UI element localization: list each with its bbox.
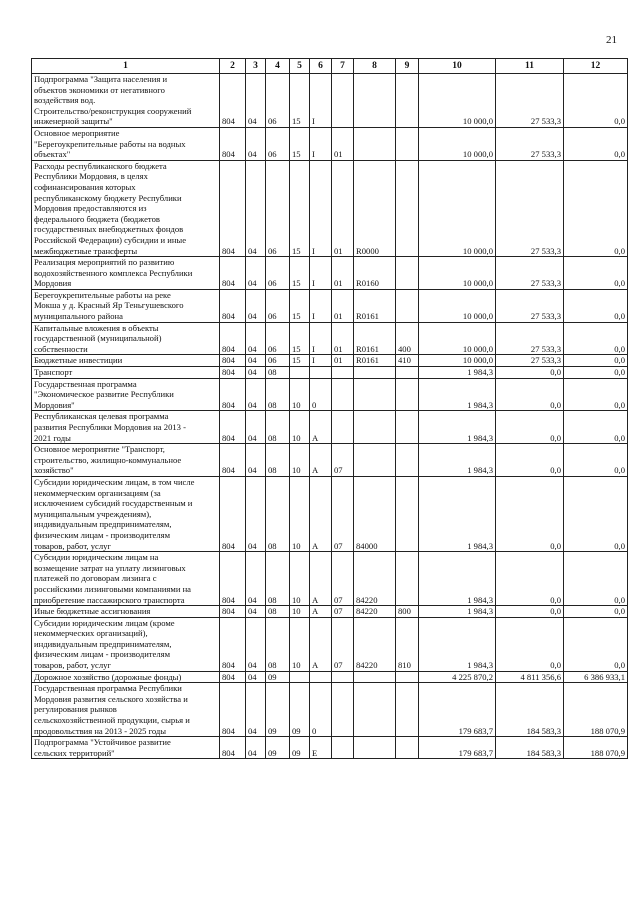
group-code-cell: 08 bbox=[266, 617, 290, 671]
expense-type-code-cell bbox=[396, 378, 419, 411]
table-row bbox=[32, 127, 628, 160]
subprogram-code-cell: Е bbox=[310, 737, 332, 759]
row-name-cell: Дорожное хозяйство (дорожные фонды) bbox=[32, 671, 220, 683]
subprogram-code-cell: А bbox=[310, 552, 332, 606]
subsection-code-cell: 04 bbox=[246, 257, 266, 290]
subprogram-code-cell: I bbox=[310, 74, 332, 128]
column-header: 8 bbox=[354, 59, 396, 74]
group-code-cell: 08 bbox=[266, 378, 290, 411]
column-header: 10 bbox=[419, 59, 496, 74]
column-header: 6 bbox=[310, 59, 332, 74]
program-code-cell: 10 bbox=[290, 476, 310, 551]
table-row bbox=[32, 411, 628, 444]
direction-code-cell: 84220 bbox=[354, 606, 396, 618]
amount-col12-cell: 0,0 bbox=[564, 378, 628, 411]
table-row bbox=[32, 737, 628, 759]
amount-col12-cell: 0,0 bbox=[564, 322, 628, 355]
amount-col11-cell: 27 533,3 bbox=[496, 160, 564, 256]
subprogram-code-cell: I bbox=[310, 160, 332, 256]
subprogram-code-cell bbox=[310, 367, 332, 379]
amount-col11-cell: 0,0 bbox=[496, 606, 564, 618]
subsection-code-cell: 04 bbox=[246, 671, 266, 683]
section-code-cell: 804 bbox=[220, 737, 246, 759]
program-code-cell: 10 bbox=[290, 617, 310, 671]
amount-col11-cell: 0,0 bbox=[496, 411, 564, 444]
column-header: 2 bbox=[220, 59, 246, 74]
program-code-cell: 15 bbox=[290, 74, 310, 128]
section-code-cell: 804 bbox=[220, 378, 246, 411]
section-code-cell: 804 bbox=[220, 606, 246, 618]
amount-col12-cell: 0,0 bbox=[564, 552, 628, 606]
table-row bbox=[32, 617, 628, 671]
direction-code-cell: 84220 bbox=[354, 552, 396, 606]
program-code-cell: 10 bbox=[290, 444, 310, 477]
amount-col11-cell: 27 533,3 bbox=[496, 257, 564, 290]
row-name-cell: Расходы республиканского бюджета Республики Мордовия, в целях софинансирования которых республиканскому бюджету Республики Мордовия предоставляются из федерального бюджета (бюджетов государственных внебюджетных фондов Российской Федерации) субсидии и иные межбюджетные трансферты bbox=[32, 160, 220, 256]
measure-code-cell bbox=[332, 671, 354, 683]
amount-col10-cell: 179 683,7 bbox=[419, 737, 496, 759]
group-code-cell: 08 bbox=[266, 552, 290, 606]
amount-col11-cell: 184 583,3 bbox=[496, 683, 564, 737]
row-name-cell: Субсидии юридическим лицам, в том числе некоммерческим организациям (за исключением субсидий государственным и муниципальным учреждениям), индивидуальным предпринимателям, физическим лицам - производителям товаров, работ, услуг bbox=[32, 476, 220, 551]
subprogram-code-cell: А bbox=[310, 444, 332, 477]
table-row bbox=[32, 683, 628, 737]
program-code-cell: 15 bbox=[290, 322, 310, 355]
measure-code-cell bbox=[332, 737, 354, 759]
amount-col11-cell: 27 533,3 bbox=[496, 355, 564, 367]
table-row bbox=[32, 160, 628, 256]
column-header: 11 bbox=[496, 59, 564, 74]
amount-col12-cell: 0,0 bbox=[564, 127, 628, 160]
amount-col10-cell: 10 000,0 bbox=[419, 160, 496, 256]
group-code-cell: 08 bbox=[266, 367, 290, 379]
expense-type-code-cell bbox=[396, 737, 419, 759]
amount-col10-cell: 10 000,0 bbox=[419, 289, 496, 322]
program-code-cell: 15 bbox=[290, 289, 310, 322]
row-name-cell: Берегоукрепительные работы на реке Мокша у д. Красный Яр Теньгушевского муниципального района bbox=[32, 289, 220, 322]
program-code-cell: 10 bbox=[290, 606, 310, 618]
program-code-cell: 15 bbox=[290, 127, 310, 160]
amount-col12-cell: 0,0 bbox=[564, 74, 628, 128]
program-code-cell: 09 bbox=[290, 683, 310, 737]
direction-code-cell bbox=[354, 74, 396, 128]
amount-col12-cell: 0,0 bbox=[564, 160, 628, 256]
amount-col12-cell: 0,0 bbox=[564, 606, 628, 618]
amount-col12-cell: 0,0 bbox=[564, 444, 628, 477]
direction-code-cell: R0161 bbox=[354, 322, 396, 355]
table-row bbox=[32, 74, 628, 128]
measure-code-cell: 07 bbox=[332, 552, 354, 606]
amount-col10-cell: 1 984,3 bbox=[419, 552, 496, 606]
row-name-cell: Капитальные вложения в объекты государственной (муниципальной) собственности bbox=[32, 322, 220, 355]
subsection-code-cell: 04 bbox=[246, 160, 266, 256]
group-code-cell: 06 bbox=[266, 74, 290, 128]
group-code-cell: 06 bbox=[266, 289, 290, 322]
expense-type-code-cell: 810 bbox=[396, 617, 419, 671]
section-code-cell: 804 bbox=[220, 671, 246, 683]
expense-type-code-cell bbox=[396, 289, 419, 322]
row-name-cell: Республиканская целевая программа развития Республики Мордовия на 2013 - 2021 годы bbox=[32, 411, 220, 444]
table-row bbox=[32, 367, 628, 379]
row-name-cell: Основное мероприятие "Берегоукрепительные работы на водных объектах" bbox=[32, 127, 220, 160]
subprogram-code-cell: А bbox=[310, 606, 332, 618]
amount-col10-cell: 1 984,3 bbox=[419, 617, 496, 671]
budget-table bbox=[31, 58, 628, 759]
program-code-cell: 10 bbox=[290, 552, 310, 606]
subprogram-code-cell: I bbox=[310, 322, 332, 355]
amount-col10-cell: 10 000,0 bbox=[419, 322, 496, 355]
direction-code-cell bbox=[354, 444, 396, 477]
section-code-cell: 804 bbox=[220, 617, 246, 671]
program-code-cell: 10 bbox=[290, 378, 310, 411]
amount-col10-cell: 1 984,3 bbox=[419, 411, 496, 444]
section-code-cell: 804 bbox=[220, 476, 246, 551]
direction-code-cell: 84000 bbox=[354, 476, 396, 551]
amount-col12-cell: 188 070,9 bbox=[564, 737, 628, 759]
subprogram-code-cell: А bbox=[310, 617, 332, 671]
program-code-cell bbox=[290, 367, 310, 379]
section-code-cell: 804 bbox=[220, 257, 246, 290]
subprogram-code-cell: I bbox=[310, 289, 332, 322]
table-header-row bbox=[32, 59, 628, 74]
measure-code-cell bbox=[332, 367, 354, 379]
amount-col10-cell: 10 000,0 bbox=[419, 127, 496, 160]
amount-col11-cell: 27 533,3 bbox=[496, 127, 564, 160]
subsection-code-cell: 04 bbox=[246, 683, 266, 737]
column-header: 1 bbox=[32, 59, 220, 74]
direction-code-cell: R0000 bbox=[354, 160, 396, 256]
subsection-code-cell: 04 bbox=[246, 617, 266, 671]
row-name-cell: Субсидии юридическим лицам (кроме некоммерческих организаций), индивидуальным предпринимателям, физическим лицам - производителям товаров, работ, услуг bbox=[32, 617, 220, 671]
section-code-cell: 804 bbox=[220, 355, 246, 367]
expense-type-code-cell: 400 bbox=[396, 322, 419, 355]
amount-col11-cell: 27 533,3 bbox=[496, 74, 564, 128]
amount-col11-cell: 184 583,3 bbox=[496, 737, 564, 759]
subsection-code-cell: 04 bbox=[246, 367, 266, 379]
table-row bbox=[32, 378, 628, 411]
expense-type-code-cell bbox=[396, 683, 419, 737]
program-code-cell: 15 bbox=[290, 355, 310, 367]
amount-col12-cell: 0,0 bbox=[564, 257, 628, 290]
table-row bbox=[32, 444, 628, 477]
amount-col10-cell: 1 984,3 bbox=[419, 378, 496, 411]
direction-code-cell bbox=[354, 737, 396, 759]
table-row bbox=[32, 476, 628, 551]
column-header: 3 bbox=[246, 59, 266, 74]
group-code-cell: 08 bbox=[266, 411, 290, 444]
direction-code-cell bbox=[354, 127, 396, 160]
section-code-cell: 804 bbox=[220, 160, 246, 256]
measure-code-cell: 07 bbox=[332, 444, 354, 477]
subsection-code-cell: 04 bbox=[246, 606, 266, 618]
column-header: 9 bbox=[396, 59, 419, 74]
amount-col12-cell: 0,0 bbox=[564, 617, 628, 671]
program-code-cell: 09 bbox=[290, 737, 310, 759]
section-code-cell: 804 bbox=[220, 367, 246, 379]
expense-type-code-cell: 410 bbox=[396, 355, 419, 367]
row-name-cell: Государственная программа "Экономическое развитие Республики Мордовия" bbox=[32, 378, 220, 411]
program-code-cell: 15 bbox=[290, 160, 310, 256]
group-code-cell: 06 bbox=[266, 322, 290, 355]
measure-code-cell: 07 bbox=[332, 606, 354, 618]
table-row bbox=[32, 289, 628, 322]
subprogram-code-cell: А bbox=[310, 411, 332, 444]
amount-col12-cell: 6 386 933,1 bbox=[564, 671, 628, 683]
row-name-cell: Иные бюджетные ассигнования bbox=[32, 606, 220, 618]
subprogram-code-cell: А bbox=[310, 476, 332, 551]
table-row bbox=[32, 552, 628, 606]
table-row bbox=[32, 606, 628, 618]
table-row bbox=[32, 257, 628, 290]
row-name-cell: Бюджетные инвестиции bbox=[32, 355, 220, 367]
group-code-cell: 08 bbox=[266, 606, 290, 618]
amount-col10-cell: 1 984,3 bbox=[419, 606, 496, 618]
subsection-code-cell: 04 bbox=[246, 289, 266, 322]
group-code-cell: 08 bbox=[266, 476, 290, 551]
section-code-cell: 804 bbox=[220, 683, 246, 737]
measure-code-cell bbox=[332, 378, 354, 411]
amount-col10-cell: 1 984,3 bbox=[419, 444, 496, 477]
measure-code-cell: 01 bbox=[332, 127, 354, 160]
group-code-cell: 06 bbox=[266, 160, 290, 256]
amount-col11-cell: 27 533,3 bbox=[496, 289, 564, 322]
group-code-cell: 06 bbox=[266, 355, 290, 367]
measure-code-cell: 01 bbox=[332, 257, 354, 290]
row-name-cell: Основное мероприятие "Транспорт, строительство, жилищно-коммунальное хозяйство" bbox=[32, 444, 220, 477]
amount-col11-cell: 4 811 356,6 bbox=[496, 671, 564, 683]
section-code-cell: 804 bbox=[220, 552, 246, 606]
group-code-cell: 09 bbox=[266, 683, 290, 737]
table-row bbox=[32, 671, 628, 683]
table-body bbox=[32, 74, 628, 759]
direction-code-cell bbox=[354, 671, 396, 683]
row-name-cell: Государственная программа Республики Мордовия развития сельского хозяйства и регулирования рынков сельскохозяйственной продукции, сырья и продовольствия на 2013 - 2025 годы bbox=[32, 683, 220, 737]
row-name-cell: Подпрограмма "Устойчивое развитие сельских территорий" bbox=[32, 737, 220, 759]
subprogram-code-cell: 0 bbox=[310, 378, 332, 411]
column-header: 7 bbox=[332, 59, 354, 74]
section-code-cell: 804 bbox=[220, 127, 246, 160]
amount-col11-cell: 0,0 bbox=[496, 444, 564, 477]
amount-col10-cell: 179 683,7 bbox=[419, 683, 496, 737]
direction-code-cell bbox=[354, 683, 396, 737]
subsection-code-cell: 04 bbox=[246, 552, 266, 606]
subsection-code-cell: 04 bbox=[246, 322, 266, 355]
subprogram-code-cell: I bbox=[310, 127, 332, 160]
amount-col10-cell: 4 225 870,2 bbox=[419, 671, 496, 683]
subsection-code-cell: 04 bbox=[246, 411, 266, 444]
row-name-cell: Субсидии юридическим лицам на возмещение затрат на уплату лизинговых платежей по договорам лизинга с российскими лизинговыми компаниями на приобретение пассажирского транспорта bbox=[32, 552, 220, 606]
subsection-code-cell: 04 bbox=[246, 476, 266, 551]
measure-code-cell: 01 bbox=[332, 289, 354, 322]
direction-code-cell: 84220 bbox=[354, 617, 396, 671]
measure-code-cell bbox=[332, 74, 354, 128]
row-name-cell: Подпрограмма "Защита населения и объектов экономики от негативного воздействия вод. Строительство/реконструкция сооружений инженерной защиты" bbox=[32, 74, 220, 128]
section-code-cell: 804 bbox=[220, 74, 246, 128]
direction-code-cell bbox=[354, 367, 396, 379]
column-header: 5 bbox=[290, 59, 310, 74]
section-code-cell: 804 bbox=[220, 322, 246, 355]
expense-type-code-cell bbox=[396, 476, 419, 551]
group-code-cell: 09 bbox=[266, 737, 290, 759]
program-code-cell: 10 bbox=[290, 411, 310, 444]
table-row bbox=[32, 355, 628, 367]
page-number: 21 bbox=[606, 34, 617, 46]
measure-code-cell: 01 bbox=[332, 355, 354, 367]
measure-code-cell: 01 bbox=[332, 160, 354, 256]
subsection-code-cell: 04 bbox=[246, 737, 266, 759]
group-code-cell: 09 bbox=[266, 671, 290, 683]
amount-col12-cell: 0,0 bbox=[564, 289, 628, 322]
amount-col11-cell: 0,0 bbox=[496, 367, 564, 379]
subprogram-code-cell: I bbox=[310, 355, 332, 367]
measure-code-cell: 01 bbox=[332, 322, 354, 355]
direction-code-cell: R0161 bbox=[354, 355, 396, 367]
amount-col10-cell: 10 000,0 bbox=[419, 355, 496, 367]
column-header: 12 bbox=[564, 59, 628, 74]
amount-col10-cell: 10 000,0 bbox=[419, 257, 496, 290]
expense-type-code-cell: 800 bbox=[396, 606, 419, 618]
expense-type-code-cell bbox=[396, 257, 419, 290]
amount-col11-cell: 0,0 bbox=[496, 617, 564, 671]
subsection-code-cell: 04 bbox=[246, 74, 266, 128]
group-code-cell: 08 bbox=[266, 444, 290, 477]
section-code-cell: 804 bbox=[220, 289, 246, 322]
amount-col11-cell: 0,0 bbox=[496, 552, 564, 606]
amount-col10-cell: 1 984,3 bbox=[419, 476, 496, 551]
column-header: 4 bbox=[266, 59, 290, 74]
subsection-code-cell: 04 bbox=[246, 127, 266, 160]
amount-col12-cell: 188 070,9 bbox=[564, 683, 628, 737]
amount-col12-cell: 0,0 bbox=[564, 411, 628, 444]
amount-col10-cell: 1 984,3 bbox=[419, 367, 496, 379]
amount-col11-cell: 0,0 bbox=[496, 378, 564, 411]
section-code-cell: 804 bbox=[220, 444, 246, 477]
subsection-code-cell: 04 bbox=[246, 378, 266, 411]
row-name-cell: Реализация мероприятий по развитию водохозяйственного комплекса Республики Мордовия bbox=[32, 257, 220, 290]
subsection-code-cell: 04 bbox=[246, 444, 266, 477]
expense-type-code-cell bbox=[396, 367, 419, 379]
direction-code-cell bbox=[354, 378, 396, 411]
amount-col12-cell: 0,0 bbox=[564, 355, 628, 367]
group-code-cell: 06 bbox=[266, 127, 290, 160]
amount-col12-cell: 0,0 bbox=[564, 367, 628, 379]
amount-col11-cell: 27 533,3 bbox=[496, 322, 564, 355]
amount-col11-cell: 0,0 bbox=[496, 476, 564, 551]
section-code-cell: 804 bbox=[220, 411, 246, 444]
subsection-code-cell: 04 bbox=[246, 355, 266, 367]
direction-code-cell bbox=[354, 411, 396, 444]
expense-type-code-cell bbox=[396, 74, 419, 128]
subprogram-code-cell bbox=[310, 671, 332, 683]
row-name-cell: Транспорт bbox=[32, 367, 220, 379]
subprogram-code-cell: I bbox=[310, 257, 332, 290]
program-code-cell bbox=[290, 671, 310, 683]
direction-code-cell: R0161 bbox=[354, 289, 396, 322]
program-code-cell: 15 bbox=[290, 257, 310, 290]
subprogram-code-cell: 0 bbox=[310, 683, 332, 737]
expense-type-code-cell bbox=[396, 671, 419, 683]
expense-type-code-cell bbox=[396, 552, 419, 606]
amount-col10-cell: 10 000,0 bbox=[419, 74, 496, 128]
table-row bbox=[32, 322, 628, 355]
direction-code-cell: R0160 bbox=[354, 257, 396, 290]
measure-code-cell: 07 bbox=[332, 617, 354, 671]
expense-type-code-cell bbox=[396, 411, 419, 444]
expense-type-code-cell bbox=[396, 444, 419, 477]
measure-code-cell: 07 bbox=[332, 476, 354, 551]
amount-col12-cell: 0,0 bbox=[564, 476, 628, 551]
measure-code-cell bbox=[332, 683, 354, 737]
group-code-cell: 06 bbox=[266, 257, 290, 290]
measure-code-cell bbox=[332, 411, 354, 444]
expense-type-code-cell bbox=[396, 127, 419, 160]
expense-type-code-cell bbox=[396, 160, 419, 256]
